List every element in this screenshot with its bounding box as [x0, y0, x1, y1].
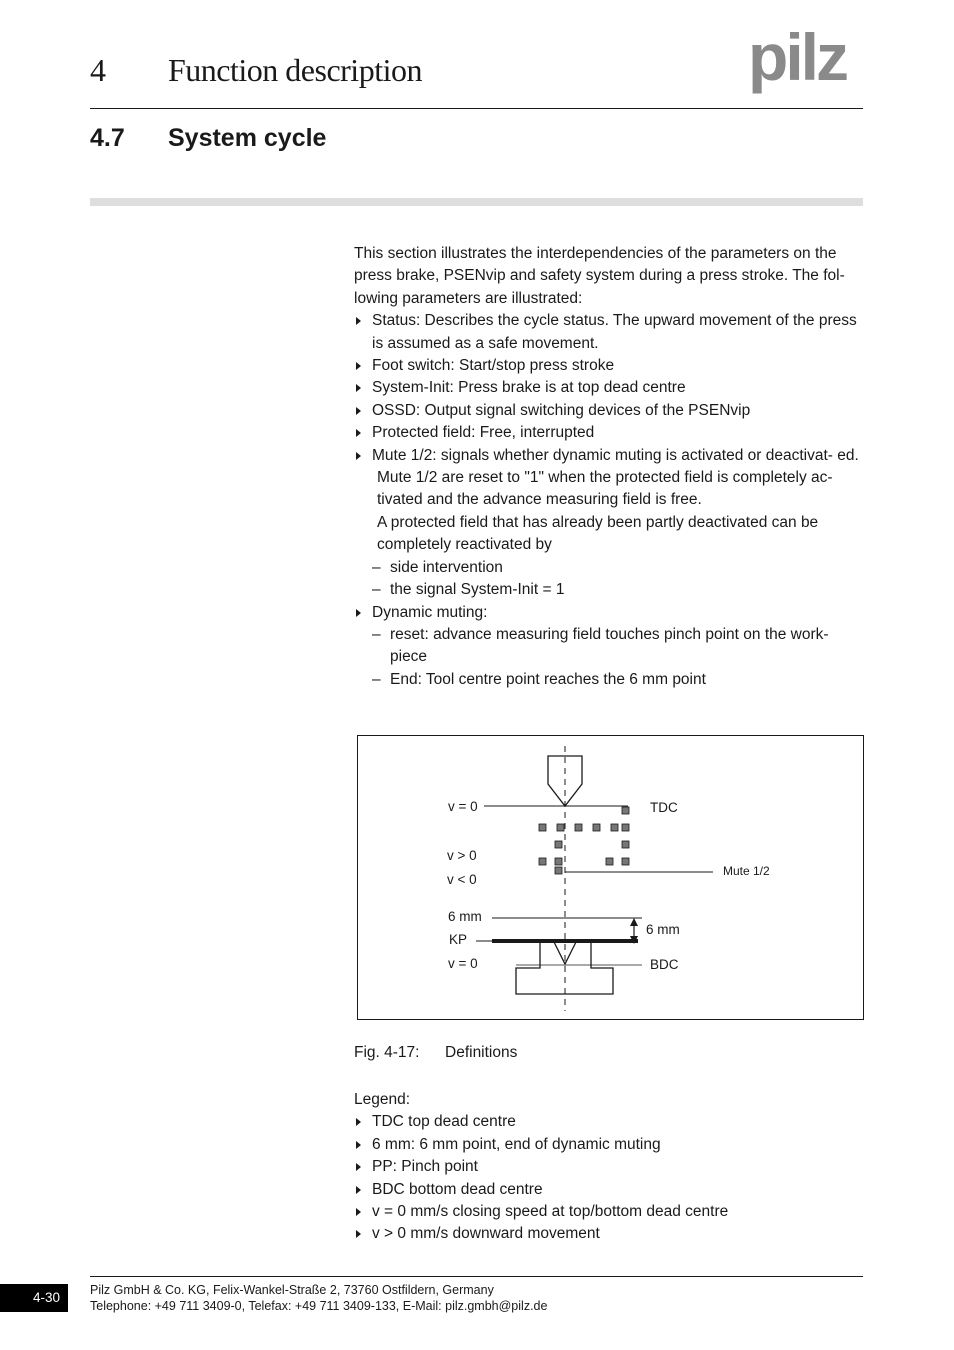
legend-item: BDC bottom dead centre [354, 1179, 866, 1201]
six-mm-right-label: 6 mm [646, 922, 680, 937]
legend [354, 1089, 866, 1246]
mute-note: A protected field that has already been partly deactivated can be completely reactivated by [377, 513, 819, 554]
parameter-item: Status: Describes the cycle status. The upward movement of the press is assumed as a safe movement. [354, 310, 866, 355]
parameter-item: Protected field: Free, interrupted [354, 422, 866, 444]
six-mm-left-label: 6 mm [448, 909, 482, 924]
reactivation-item: – the signal System-Init = 1 [372, 581, 565, 599]
footer-address: Pilz GmbH & Co. KG, Felix-Wankel-Straße 2, 73760 Ostfildern, Germany [90, 1283, 494, 1297]
v-less-label: v < 0 [447, 872, 477, 887]
v0-top-label: v = 0 [448, 799, 478, 814]
dynamic-muting-label: Dynamic muting: [354, 602, 866, 624]
section-number: 4.7 [90, 124, 125, 152]
figure-caption-number: Fig. 4-17: [354, 1044, 420, 1061]
muting-field-dots [539, 807, 629, 874]
parameter-item: Mute 1/2: signals whether dynamic muting is activated or deactivat- ed. [354, 445, 866, 467]
section-bar [90, 198, 863, 206]
mute-label: Mute 1/2 [723, 864, 770, 878]
chapter-title: Function description [168, 52, 422, 88]
legend-item: TDC top dead centre [354, 1111, 866, 1133]
v0-bottom-label: v = 0 [448, 956, 478, 971]
header-divider [90, 108, 863, 109]
footer-contact: Telephone: +49 711 3409-0, Telefax: +49 711 3409-133, E-Mail: pilz.gmbh@pilz.de [90, 1299, 548, 1313]
mute-note: Mute 1/2 are reset to "1" when the protected field is completely ac- tivated and the advance measuring field is free. [377, 469, 833, 509]
parameter-item: Foot switch: Start/stop press stroke [354, 355, 866, 377]
legend-item: v > 0 mm/s downward movement [354, 1223, 866, 1245]
legend-title: Legend: [354, 1091, 411, 1108]
dynamic-muting-item: – End: Tool centre point reaches the 6 mm point [372, 670, 706, 688]
intro-paragraph: This section illustrates the interdependencies of the parameters on the press brake, PSENvip and safety system during a press stroke. The fol- lowing parameters are illustrated: [354, 245, 845, 307]
parameter-item: System-Init: Press brake is at top dead centre [354, 377, 866, 399]
pilz-logo [748, 28, 866, 96]
legend-item: v = 0 mm/s closing speed at top/bottom dead centre [354, 1201, 866, 1223]
page-number: 4-30 [0, 1284, 68, 1312]
workpiece-sheet [492, 939, 638, 943]
kp-label: KP [449, 932, 468, 947]
parameter-item: OSSD: Output signal switching devices of the PSENvip [354, 400, 866, 422]
press-diagram [358, 736, 863, 1019]
figure-caption-text: Definitions [445, 1044, 518, 1061]
chapter-number: 4 [90, 52, 106, 88]
arrow-up-icon [630, 918, 638, 926]
dynamic-muting-item: – reset: advance measuring field touches pinch point on the work- piece [372, 625, 829, 666]
footer-divider [90, 1276, 863, 1277]
bdc-label: BDC [650, 957, 679, 972]
reactivation-item: – side intervention [372, 558, 503, 576]
section-title: System cycle [168, 124, 327, 152]
tdc-label: TDC [650, 800, 678, 815]
logo-text: pilz [748, 28, 846, 94]
definitions-figure [357, 735, 864, 1020]
main-content [354, 243, 866, 691]
legend-item: PP: Pinch point [354, 1156, 866, 1178]
legend-item: 6 mm: 6 mm point, end of dynamic muting [354, 1134, 866, 1156]
v-greater-label: v > 0 [447, 848, 477, 863]
